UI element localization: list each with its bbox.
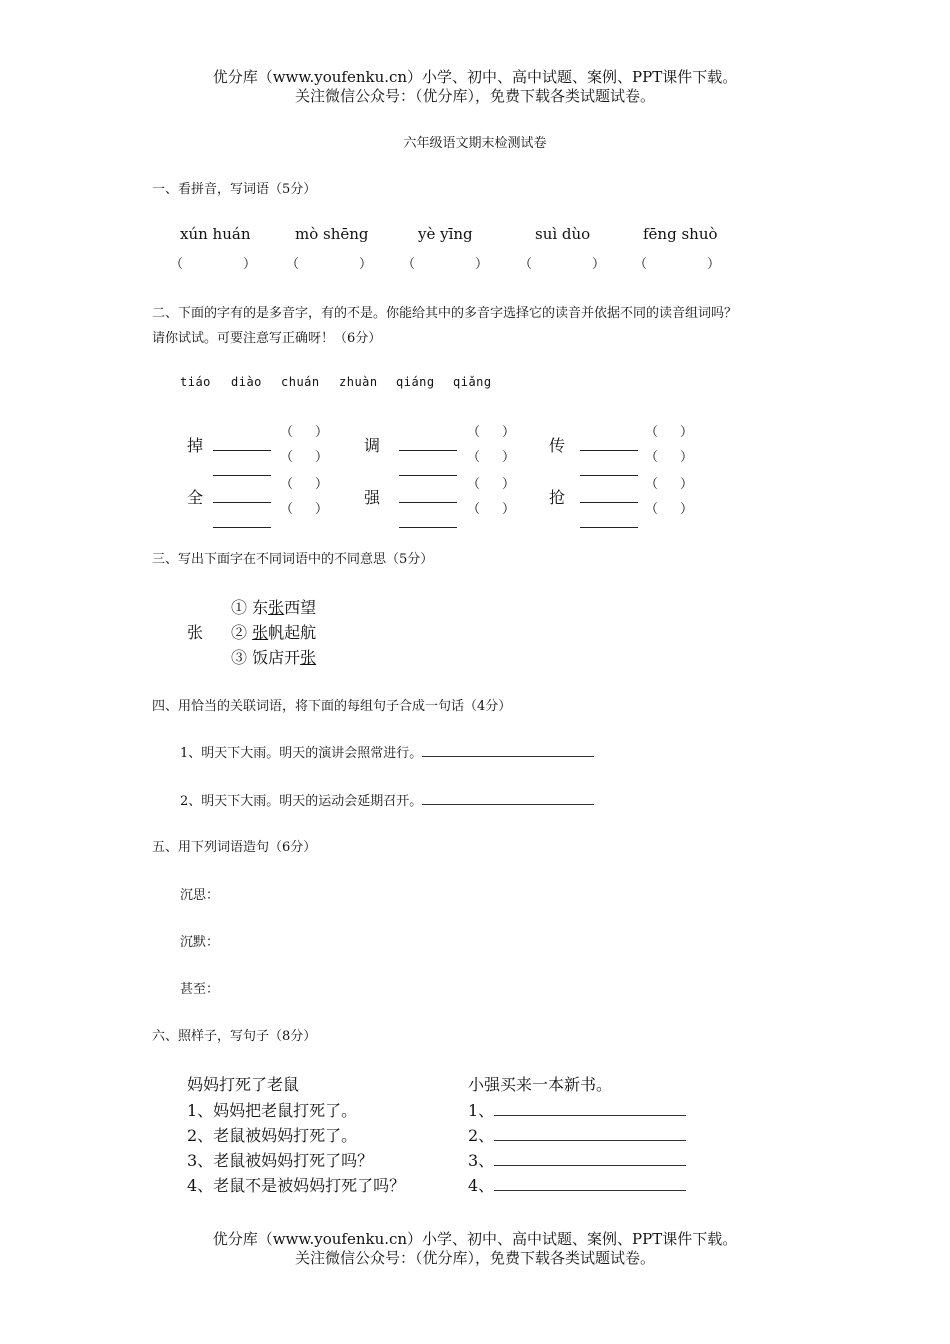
pinyin-5: fēng shuò: [643, 225, 718, 243]
word-blank[interactable]: [213, 461, 271, 480]
word-blank[interactable]: [580, 461, 638, 480]
conjunction-question-2: 2、明天下大雨。明天的运动会延期召开。: [180, 790, 594, 809]
footer-line-2: 关注微信公众号：（优分库），免费下载各类试题试卷。: [294, 1249, 655, 1267]
reading-blank[interactable]: （ ）: [467, 477, 516, 492]
reading-blank[interactable]: （ ）: [280, 477, 329, 492]
footer-line-1: 优分库（www.youfenku.cn）小学、初中、高中试题、案例、PPT课件下载。: [212, 1230, 738, 1248]
reading-4: zhuàn: [339, 375, 378, 389]
answer-line[interactable]: [494, 1140, 686, 1141]
meaning-item-3: ③ 饭店开张: [231, 648, 317, 667]
reading-blank[interactable]: （ ）: [645, 477, 694, 492]
page-title: 六年级语文期末检测试卷: [403, 136, 547, 151]
reading-blank[interactable]: （ ）: [467, 425, 516, 440]
reading-blank[interactable]: （ ）: [467, 502, 516, 517]
poly-char-3: 传: [549, 436, 566, 455]
word-blank[interactable]: [213, 436, 271, 455]
answer-line[interactable]: [422, 756, 594, 757]
reading-blank[interactable]: （ ）: [645, 502, 694, 517]
word-prompt-1: 沉思：: [180, 888, 220, 903]
answer-line[interactable]: [494, 1165, 686, 1166]
example-3: 3、老鼠被妈妈打死了吗？: [187, 1151, 374, 1170]
section-4-heading: 四、用恰当的关联词语，将下面的每组句子合成一句话（4分）: [152, 699, 512, 714]
word-blank[interactable]: [580, 436, 638, 455]
reading-blank[interactable]: （ ）: [467, 450, 516, 465]
task-line-2: 2、: [468, 1123, 686, 1146]
reading-blank[interactable]: （ ）: [280, 502, 329, 517]
answer-line[interactable]: [422, 804, 594, 805]
word-blank[interactable]: [399, 488, 457, 507]
meaning-char: 张: [187, 623, 204, 642]
reading-blank[interactable]: （ ）: [280, 450, 329, 465]
example-sentence: 妈妈打死了老鼠: [187, 1075, 300, 1094]
section-2-heading-2: 请你试试。可要注意写正确呀！（6分）: [152, 331, 382, 346]
word-blank[interactable]: [399, 513, 457, 532]
reading-2: diào: [231, 375, 262, 389]
word-blank[interactable]: [399, 461, 457, 480]
reading-1: tiáo: [180, 375, 211, 389]
word-blank[interactable]: [580, 488, 638, 507]
answer-blank-3[interactable]: （ ）: [402, 257, 489, 272]
answer-blank-5[interactable]: （ ）: [634, 257, 721, 272]
header-line-1: 优分库（www.youfenku.cn）小学、初中、高中试题、案例、PPT课件下载。: [212, 68, 738, 86]
poly-char-2: 调: [364, 436, 381, 455]
example-2: 2、老鼠被妈妈打死了。: [187, 1126, 358, 1145]
header-line-2: 关注微信公众号：（优分库），免费下载各类试题试卷。: [294, 87, 655, 105]
poly-char-5: 强: [364, 488, 381, 507]
poly-char-6: 抢: [549, 488, 566, 507]
section-3-heading: 三、写出下面字在不同词语中的不同意思（5分）: [152, 552, 434, 567]
answer-blank-4[interactable]: （ ）: [519, 257, 606, 272]
meaning-item-2: ② 张帆起航: [231, 623, 317, 642]
reading-5: qiáng: [396, 375, 435, 389]
section-5-heading: 五、用下列词语造句（6分）: [152, 840, 317, 855]
pinyin-3: yè yīng: [418, 225, 473, 243]
answer-blank-1[interactable]: （ ）: [170, 257, 257, 272]
example-1: 1、妈妈把老鼠打死了。: [187, 1101, 358, 1120]
example-4: 4、老鼠不是被妈妈打死了吗？: [187, 1176, 406, 1195]
word-blank[interactable]: [580, 513, 638, 532]
word-blank[interactable]: [213, 488, 271, 507]
task-sentence: 小强买来一本新书。: [468, 1075, 613, 1094]
word-prompt-3: 甚至：: [180, 982, 220, 997]
pinyin-1: xún huán: [180, 225, 251, 243]
poly-char-1: 掉: [187, 436, 204, 455]
task-line-3: 3、: [468, 1148, 686, 1171]
reading-blank[interactable]: （ ）: [280, 425, 329, 440]
word-blank[interactable]: [213, 513, 271, 532]
task-line-1: 1、: [468, 1098, 686, 1121]
section-1-heading: 一、看拼音，写词语（5分）: [152, 182, 317, 197]
meaning-item-1: ① 东张西望: [231, 598, 317, 617]
reading-6: qiǎng: [453, 375, 492, 389]
task-line-4: 4、: [468, 1173, 686, 1196]
conjunction-question-1: 1、明天下大雨。明天的演讲会照常进行。: [180, 742, 594, 761]
poly-char-4: 全: [187, 488, 204, 507]
pinyin-4: suì dùo: [535, 225, 591, 243]
answer-line[interactable]: [494, 1190, 686, 1191]
reading-3: chuán: [281, 375, 320, 389]
pinyin-2: mò shēng: [295, 225, 369, 243]
reading-blank[interactable]: （ ）: [645, 425, 694, 440]
answer-line[interactable]: [494, 1115, 686, 1116]
answer-blank-2[interactable]: （ ）: [286, 257, 373, 272]
section-6-heading: 六、照样子，写句子（8分）: [152, 1029, 317, 1044]
word-blank[interactable]: [399, 436, 457, 455]
section-2-heading-1: 二、下面的字有的是多音字，有的不是。你能给其中的多音字选择它的读音并依据不同的读音组词吗？: [152, 306, 738, 321]
reading-blank[interactable]: （ ）: [645, 450, 694, 465]
word-prompt-2: 沉默：: [180, 935, 220, 950]
